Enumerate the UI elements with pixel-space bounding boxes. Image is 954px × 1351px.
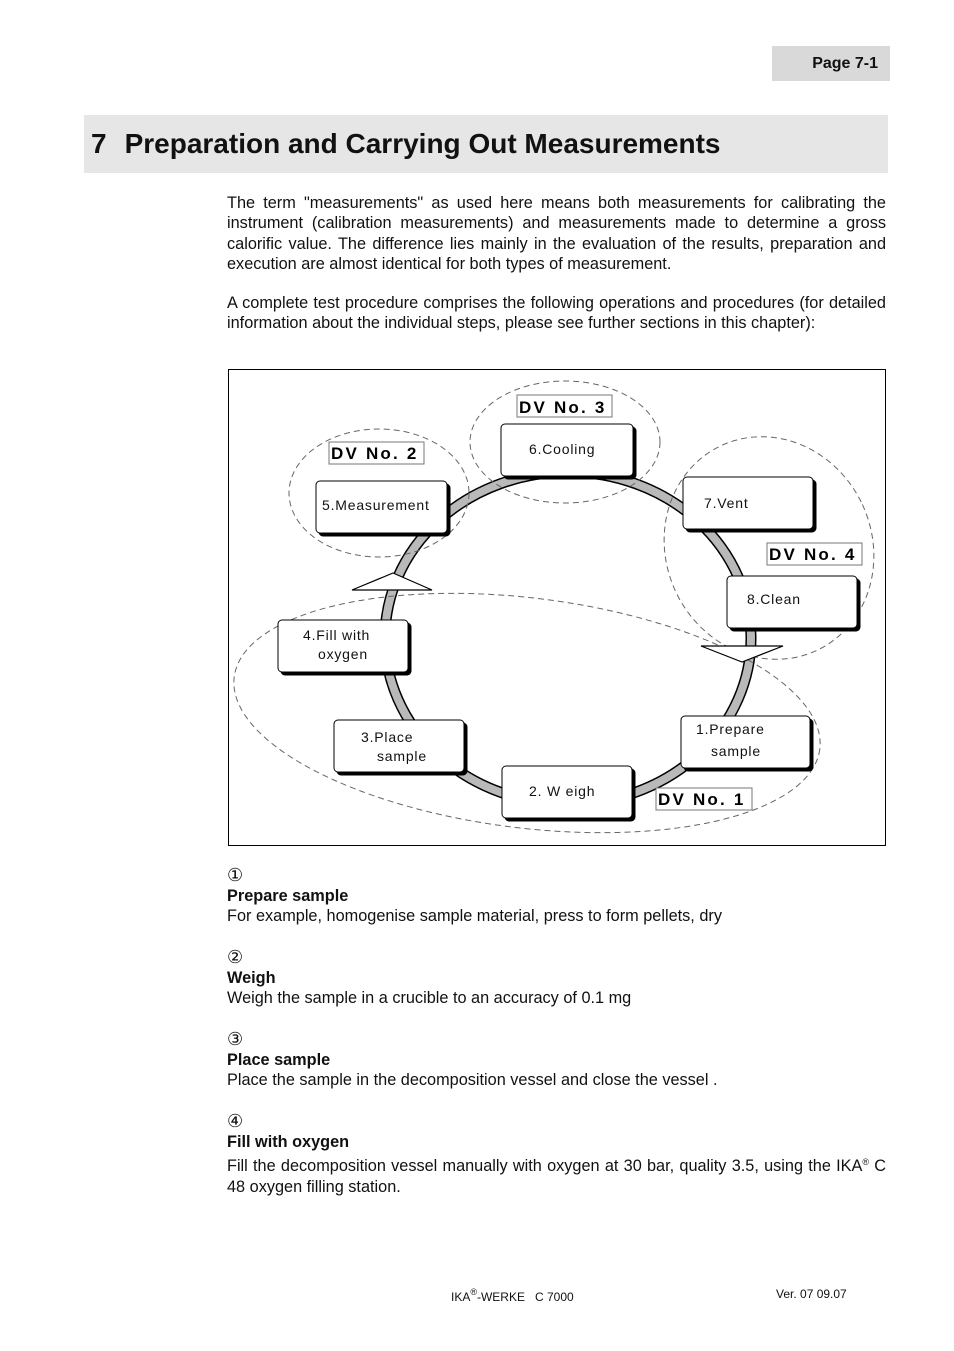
label-clean: 8.Clean (747, 591, 801, 607)
chapter-title: Preparation and Carrying Out Measurements (124, 128, 721, 159)
label-cooling: 6.Cooling (529, 441, 596, 457)
step-marker-3: ③ (227, 1029, 244, 1050)
chapter-heading (84, 115, 888, 173)
dv1-label: DV No. 1 (658, 790, 746, 809)
procedure-paragraph: A complete test procedure comprises the following operations and procedures (for detailed information about the individual steps, please see further sections in this chapter): (227, 294, 886, 333)
step-title: Fill with oxygen (227, 1133, 350, 1151)
page-number-label: Page 7-1 (772, 46, 890, 81)
chapter-number: 7 (91, 128, 107, 159)
step-text: Weigh the sample in a crucible to an accuracy of 0.1 mg (227, 989, 632, 1008)
footer-document-id: IKA®-WERKE C 7000 (451, 1287, 574, 1304)
procedure-cycle-diagram (228, 369, 886, 846)
step-text: For example, homogenise sample material, press to form pellets, dry (227, 907, 722, 926)
dv2-label: DV No. 2 (331, 444, 419, 463)
intro-paragraph: The term "measurements" as used here means both measurements for calibrating the instrument (calibration measurements) and measurements made to determine a gross calorific value. The difference lies mainly in the evaluation of the results, preparation and execution are almost identical for both types of measurement. (227, 194, 886, 274)
step-title: Weigh (227, 969, 276, 987)
step-text: Fill the decomposition vessel manually with oxygen at 30 bar, quality 3.5, using the IKA® C 48 oxygen filling station. (227, 1157, 886, 1196)
dv4-label: DV No. 4 (769, 545, 857, 564)
step-fill-oxygen (227, 1112, 886, 1197)
label-place-line1: 3.Place (361, 729, 414, 745)
step-marker-4: ④ (227, 1111, 244, 1132)
step-title: Prepare sample (227, 887, 349, 905)
dv3-label: DV No. 3 (519, 398, 607, 417)
label-place-line2: sample (377, 748, 427, 764)
footer-version: Ver. 07 09.07 (776, 1287, 847, 1301)
label-weigh: 2. W eigh (529, 783, 596, 799)
step-place-sample (227, 1030, 886, 1091)
step-weigh (227, 948, 886, 1009)
box-place-sample (334, 720, 464, 772)
down-arrow-icon (701, 646, 783, 662)
label-fill-line2: oxygen (318, 646, 368, 662)
step-prepare-sample (227, 866, 886, 927)
label-vent: 7.Vent (704, 495, 749, 511)
label-measurement: 5.Measurement (322, 497, 430, 513)
label-fill-line1: 4.Fill with (303, 627, 371, 643)
step-text: Place the sample in the decomposition vessel and close the vessel . (227, 1071, 718, 1090)
step-title: Place sample (227, 1051, 331, 1069)
up-arrow-icon (352, 573, 432, 590)
label-prepare-line1: 1.Prepare (696, 721, 765, 737)
step-marker-2: ② (227, 947, 244, 968)
label-prepare-line2: sample (711, 743, 761, 759)
step-marker-1: ① (227, 865, 244, 886)
